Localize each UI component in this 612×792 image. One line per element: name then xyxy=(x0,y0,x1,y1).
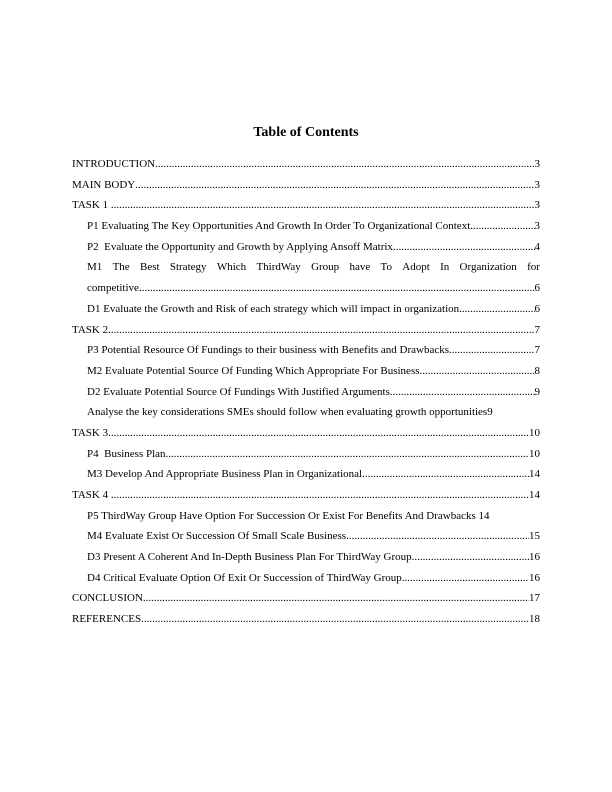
toc-entry-label: M2 Evaluate Potential Source Of Funding Which Appropriate For Business xyxy=(87,364,420,377)
toc-leader-dots xyxy=(470,216,534,237)
toc-page-number: 14 xyxy=(529,468,540,481)
toc-entry-p2[interactable] xyxy=(72,237,540,258)
toc-leader-dots xyxy=(346,526,529,547)
toc-entry-p3[interactable] xyxy=(72,340,540,361)
toc-word: have xyxy=(349,261,371,274)
toc-page-number: 14 xyxy=(529,489,540,501)
toc-word: Best xyxy=(139,261,160,274)
toc-word: M1 xyxy=(87,261,103,274)
toc-leader-dots xyxy=(108,320,534,341)
toc-word: Adopt xyxy=(402,261,430,274)
toc-entry-label: competitive xyxy=(87,282,139,295)
toc-word: Strategy xyxy=(169,261,207,274)
toc-entry-task-3[interactable] xyxy=(72,423,540,444)
toc-entry-d4[interactable] xyxy=(72,568,540,589)
toc-page-number: 10 xyxy=(529,426,540,439)
toc-leader-dots xyxy=(362,464,529,485)
toc-entry-conclusion[interactable] xyxy=(72,588,540,609)
toc-page-number: 15 xyxy=(529,530,540,543)
toc-entry-label: TASK 3 xyxy=(72,426,109,439)
toc-page-number: 14 xyxy=(478,509,490,522)
toc-entry-label: P2 Evaluate the Opportunity and Growth by Applying Ansoff Matrix xyxy=(87,240,393,253)
toc-word: Group xyxy=(311,261,340,274)
toc-entry-label: Analyse the key considerations SMEs should follow when evaluating growth opportunities xyxy=(87,406,488,419)
toc-entry-label: MAIN BODY xyxy=(72,178,136,191)
toc-entry-introduction[interactable] xyxy=(72,154,540,175)
toc-word: Organization xyxy=(459,261,517,274)
toc-word: In xyxy=(440,261,450,274)
toc-leader-dots xyxy=(111,195,535,216)
toc-entry-label: M4 Evaluate Exist Or Succession Of Small Scale Business xyxy=(87,530,347,543)
toc-entry-p1[interactable] xyxy=(72,216,540,237)
toc-page-number: 16 xyxy=(529,551,540,564)
toc-entry-label-line xyxy=(87,257,540,278)
toc-word: for xyxy=(527,261,540,274)
toc-word: The xyxy=(112,261,130,274)
toc-entry-label: INTRODUCTION xyxy=(72,158,156,170)
toc-entry-d1[interactable] xyxy=(72,299,540,320)
toc-leader-dots xyxy=(155,154,534,175)
toc-page-number: 16 xyxy=(529,571,540,584)
toc-page-number: 17 xyxy=(529,592,540,605)
toc-entry-analyse-smes[interactable] xyxy=(72,402,540,423)
toc-entry-m1[interactable] xyxy=(72,257,540,298)
toc-leader-dots xyxy=(402,568,529,589)
toc-entry-d3[interactable] xyxy=(72,547,540,568)
toc-leader-dots xyxy=(393,237,535,258)
toc-entry-label: CONCLUSION xyxy=(72,592,143,605)
toc-leader-dots xyxy=(141,609,529,630)
toc-page-number: 6 xyxy=(534,302,540,315)
toc-page-number: 7 xyxy=(534,323,540,336)
toc-page-number: 9 xyxy=(487,406,493,419)
toc-word: ThirdWay xyxy=(256,261,301,274)
toc-word: Which xyxy=(216,261,247,274)
toc-leader-dots xyxy=(111,485,529,506)
toc-entry-p5[interactable] xyxy=(72,506,540,527)
toc-entry-m3[interactable] xyxy=(72,464,540,485)
toc-page-number: 3 xyxy=(534,158,540,170)
toc-leader-dots xyxy=(420,361,535,382)
toc-entry-label: REFERENCES xyxy=(72,613,142,626)
toc-entry-label: D1 Evaluate the Growth and Risk of each strategy which will impact in organization xyxy=(87,302,460,315)
toc-page-number: 3 xyxy=(534,178,540,191)
toc-entry-task-4[interactable] xyxy=(72,485,540,506)
toc-entry-label: P1 Evaluating The Key Opportunities And Growth In Order To Organizational Context xyxy=(87,220,471,233)
toc-entry-label: P3 Potential Resource Of Fundings to their business with Benefits and Drawbacks xyxy=(87,344,450,357)
toc-entry-p4[interactable] xyxy=(72,444,540,465)
toc-page-number: 8 xyxy=(534,364,540,377)
toc-entry-label: TASK 2 xyxy=(72,323,109,336)
toc-word: To xyxy=(380,261,392,274)
toc-entry-m2[interactable] xyxy=(72,361,540,382)
toc-leader-dots xyxy=(449,340,534,361)
toc-leader-dots xyxy=(139,278,535,299)
toc-entry-m4[interactable] xyxy=(72,526,540,547)
toc-entry-label: D3 Present A Coherent And In-Depth Business Plan For ThirdWay Group xyxy=(87,551,412,564)
toc-page-number: 7 xyxy=(534,344,540,357)
toc-title: Table of Contents xyxy=(253,125,359,140)
toc-leader-dots xyxy=(108,423,529,444)
toc-entry-label: D4 Critical Evaluate Option Of Exit Or Succession of ThirdWay Group xyxy=(87,571,402,584)
toc-entry-label: TASK 4 xyxy=(72,489,111,501)
toc-leader-dots xyxy=(143,588,529,609)
toc-leader-dots xyxy=(166,444,529,465)
toc-page-number: 9 xyxy=(534,385,540,398)
toc-page-number: 10 xyxy=(529,447,540,460)
toc-leader-dots xyxy=(459,299,534,320)
toc-list xyxy=(72,154,540,630)
toc-entry-label: TASK 1 xyxy=(72,199,111,212)
toc-page-number: 18 xyxy=(529,613,540,626)
toc-leader-dots xyxy=(135,175,534,196)
toc-entry-d2[interactable] xyxy=(72,382,540,403)
toc-entry-label: P4 Business Plan xyxy=(87,447,166,460)
toc-entry-label: P5 ThirdWay Group Have Option For Succession Or Exist For Benefits And Drawbacks xyxy=(87,509,479,522)
toc-leader-dots xyxy=(390,382,535,403)
toc-entry-task-1[interactable] xyxy=(72,195,540,216)
toc-page-number: 3 xyxy=(534,199,540,212)
toc-page-number: 3 xyxy=(534,220,540,233)
toc-entry-label: D2 Evaluate Potential Source Of Fundings With Justified Arguments xyxy=(87,385,390,398)
toc-leader-dots xyxy=(412,547,529,568)
toc-page-number: 4 xyxy=(534,240,540,253)
toc-entry-label-continuation xyxy=(87,278,540,299)
toc-entry-task-2[interactable] xyxy=(72,320,540,341)
toc-entry-label: M3 Develop And Appropriate Business Plan in Organizational xyxy=(87,468,363,481)
toc-page-number: 6 xyxy=(534,282,540,295)
toc-entry-references[interactable] xyxy=(72,609,540,630)
toc-entry-main-body[interactable] xyxy=(72,175,540,196)
